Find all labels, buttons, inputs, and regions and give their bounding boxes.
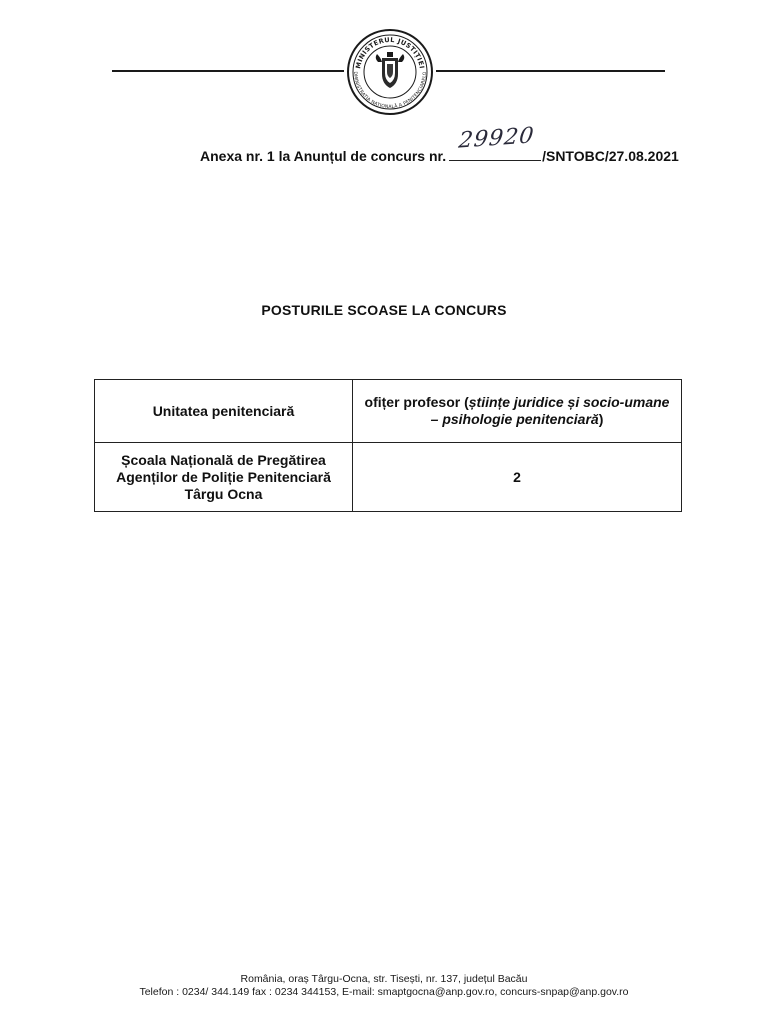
table-row <box>95 443 682 512</box>
annex-number-field <box>449 123 541 161</box>
document-title: POSTURILE SCOASE LA CONCURS <box>261 302 507 318</box>
header-post-italic: științe juridice și socio-umane – psihologie penitenciară <box>430 394 670 427</box>
table-header-row <box>95 380 682 443</box>
institution-seal <box>344 28 436 116</box>
annex-prefix: Anexa nr. 1 la Anunțul de concurs nr. <box>200 148 447 164</box>
cell-unit: Școala Națională de Pregătirea Agenților de Poliție Penitenciară Târgu Ocna <box>95 443 353 512</box>
footer <box>0 973 768 999</box>
header-post <box>353 380 682 443</box>
footer-address: România, oraș Târgu-Ocna, str. Tisești, nr. 137, județul Bacău <box>240 973 528 985</box>
annex-reference <box>200 123 720 164</box>
header-unit: Unitatea penitenciară <box>95 380 353 443</box>
annex-handwritten-number: 29920 <box>457 123 536 154</box>
annex-suffix: /SNTOBC/27.08.2021 <box>542 148 679 164</box>
seal-icon <box>344 28 436 116</box>
footer-contacts: Telefon : 0234/ 344.149 fax : 0234 344153, E-mail: smaptgocna@anp.gov.ro, concurs-snpap@anp.gov.ro <box>139 986 629 998</box>
header-post-close: ) <box>598 411 604 427</box>
header-post-main: ofițer profesor ( <box>364 394 469 410</box>
svg-text:ADMINISTRAȚIA NAȚIONALĂ A PENI: DMINISTRAȚIA NAȚIONALĂ A PENITENCIARELO <box>351 71 429 111</box>
posts-table <box>94 379 682 512</box>
cell-count: 2 <box>353 443 682 512</box>
svg-text:MINISTERUL JUSTIȚIEI: MINISTERUL JUSTIȚIEI <box>354 35 426 70</box>
